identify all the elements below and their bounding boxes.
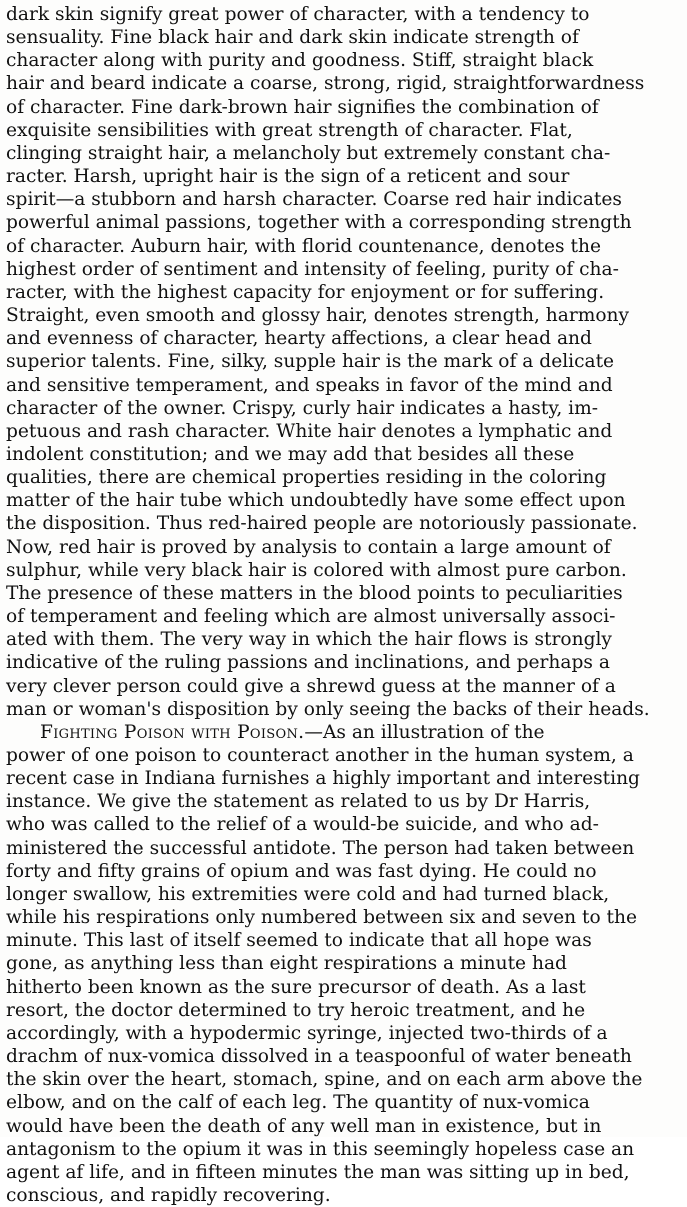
text-line: highest order of sentiment and intensity of feeling, purity of cha- bbox=[6, 258, 619, 280]
text-line: elbow, and on the calf of each leg. The quantity of nux-vomica bbox=[6, 1092, 590, 1114]
text-line: spirit—a stubborn and harsh character. Coarse red hair indicates bbox=[6, 189, 622, 211]
text-line: indicative of the ruling passions and inclinations, and perhaps a bbox=[6, 652, 610, 674]
text-line: racter, with the highest capacity for enjoyment or for suffering. bbox=[6, 281, 605, 303]
text-line: accordingly, with a hypodermic syringe, injected two-thirds of a bbox=[6, 1022, 608, 1044]
text-line: petuous and rash character. White hair denotes a lymphatic and bbox=[6, 420, 613, 442]
text-line: ated with them. The very way in which the hair flows is strongly bbox=[6, 629, 612, 651]
text-line: powerful animal passions, together with a corresponding strength bbox=[6, 212, 632, 234]
text-line: the disposition. Thus red-haired people are notoriously passionate. bbox=[6, 513, 638, 535]
text-line: The presence of these matters in the blood points to peculiarities bbox=[6, 582, 623, 604]
text-line: qualities, there are chemical properties residing in the coloring bbox=[6, 467, 607, 489]
text-line: matter of the hair tube which undoubtedly have some effect upon bbox=[6, 490, 626, 512]
text-line: Now, red hair is proved by analysis to contain a large amount of bbox=[6, 536, 611, 558]
text-line: drachm of nux-vomica dissolved in a teaspoonful of water beneath bbox=[6, 1046, 632, 1068]
text-line: of character. Auburn hair, with florid countenance, denotes the bbox=[6, 235, 601, 257]
text-line: Straight, even smooth and glossy hair, denotes strength, harmony bbox=[6, 305, 630, 327]
text-line: would have been the death of any well man in existence, but in bbox=[6, 1115, 602, 1137]
text-line: superior talents. Fine, silky, supple hair is the mark of a delicate bbox=[6, 351, 615, 373]
text-line: gone, as anything less than eight respirations a minute had bbox=[6, 953, 567, 975]
text-line: dark skin signify great power of character, with a tendency to bbox=[6, 4, 590, 25]
text-line: and sensitive temperament, and speaks in favor of the mind and bbox=[6, 374, 613, 396]
text-line: ministered the successful antidote. The person had taken between bbox=[6, 837, 635, 859]
section-heading: Fighting Poison with Poison. bbox=[40, 721, 305, 743]
text-line: sensuality. Fine black hair and dark skin indicate strength of bbox=[6, 27, 579, 49]
text-line: and evenness of character, hearty affections, a clear head and bbox=[6, 328, 592, 350]
text-line: man or woman's disposition by only seeing the backs of their heads. bbox=[6, 698, 650, 720]
text-line: instance. We give the statement as related to us by Dr Harris, bbox=[6, 791, 591, 813]
text-line: character of the owner. Crispy, curly hair indicates a hasty, im- bbox=[6, 397, 599, 419]
text-line: very clever person could give a shrewd guess at the manner of a bbox=[6, 675, 616, 697]
text-line: hitherto been known as the sure precursor of death. As a last bbox=[6, 976, 586, 998]
text-line: who was called to the relief of a would-be suicide, and who ad- bbox=[6, 814, 599, 836]
text-line: indolent constitution; and we may add that besides all these bbox=[6, 443, 575, 465]
text-line: of temperament and feeling which are almost universally associ- bbox=[6, 606, 616, 628]
text-line: sulphur, while very black hair is colored with almost pure carbon. bbox=[6, 559, 627, 581]
text-line: power of one poison to counteract another in the human system, a bbox=[6, 745, 634, 766]
text-line: recent case in Indiana furnishes a highly important and interesting bbox=[6, 768, 640, 790]
section-lead-line bbox=[6, 721, 683, 744]
lead-text: —As an illustration of the bbox=[304, 721, 545, 743]
text-line: the skin over the heart, stomach, spine, and on each arm above the bbox=[6, 1069, 643, 1091]
text-column bbox=[6, 3, 683, 1207]
text-line: agent af life, and in fifteen minutes the man was sitting up in bed, bbox=[6, 1161, 630, 1183]
text-line: of character. Fine dark-brown hair signifies the combination of bbox=[6, 96, 599, 118]
text-line: antagonism to the opium it was in this seemingly hopeless case an bbox=[6, 1138, 635, 1160]
text-line: racter. Harsh, upright hair is the sign of a reticent and sour bbox=[6, 166, 570, 188]
text-line: longer swallow, his extremities were cold and had turned black, bbox=[6, 883, 610, 905]
text-line: while his respirations only numbered between six and seven to the bbox=[6, 907, 638, 929]
text-line: exquisite sensibilities with great strength of character. Flat, bbox=[6, 119, 573, 141]
text-line: clinging straight hair, a melancholy but extremely constant cha- bbox=[6, 142, 611, 164]
text-line: character along with purity and goodness. Stiff, straight black bbox=[6, 50, 594, 72]
text-line: minute. This last of itself seemed to indicate that all hope was bbox=[6, 930, 592, 952]
text-line: conscious, and rapidly recovering. bbox=[6, 1184, 331, 1206]
text-line: hair and beard indicate a coarse, strong, rigid, straightforwardness bbox=[6, 73, 645, 95]
text-line: resort, the doctor determined to try heroic treatment, and he bbox=[6, 999, 586, 1021]
text-line: forty and fifty grains of opium and was fast dying. He could no bbox=[6, 860, 597, 882]
